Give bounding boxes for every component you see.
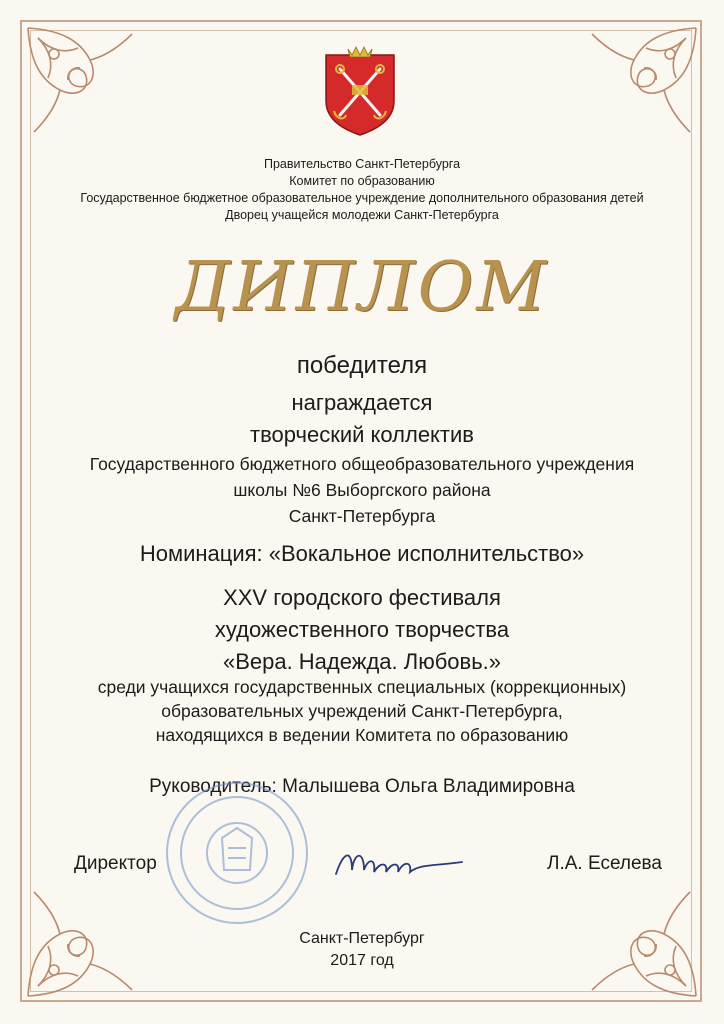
degree: победителя xyxy=(296,352,428,379)
festival-line-2: художественного творчества xyxy=(214,617,510,642)
institution-line-1: Государственного бюджетного общеобразовательного учреждения xyxy=(89,454,635,474)
recipient: творческий коллектив xyxy=(250,422,474,447)
footer-year: 2017 год xyxy=(330,952,394,969)
corner-ornament-icon xyxy=(584,20,704,140)
coat-of-arms-icon xyxy=(322,45,398,137)
header-palace: Дворец учащейся молодежи Санкт-Петербурга xyxy=(225,208,499,222)
signature-role: Директор xyxy=(74,853,157,874)
official-stamp-icon xyxy=(162,778,312,928)
institution-line-3: Санкт-Петербурга xyxy=(288,506,436,526)
diploma-title: ДИПЛОМ xyxy=(174,248,549,327)
awarded-text: награждается xyxy=(291,390,433,415)
institution-line-2: школы №6 Выборгского района xyxy=(233,480,491,500)
header-institution: Государственное бюджетное образовательное учреждение дополнительного образования детей xyxy=(80,191,644,205)
corner-ornament-icon xyxy=(20,20,140,140)
header-government: Правительство Санкт-Петербурга xyxy=(263,157,461,171)
nomination: Номинация: «Вокальное исполнительство» xyxy=(139,541,585,566)
signature-name: Л.А. Еселева xyxy=(547,853,662,874)
festival-line-1: XXV городского фестиваля xyxy=(223,585,501,610)
leader: Руководитель: Малышева Ольга Владимировна xyxy=(149,776,575,797)
among-line-2: образовательных учреждений Санкт-Петербурга, xyxy=(161,701,563,721)
header-committee: Комитет по образованию xyxy=(289,174,435,188)
footer-city: Санкт-Петербург xyxy=(299,930,425,947)
among-line-1: среди учащихся государственных специальных (коррекционных) xyxy=(97,677,627,697)
among-line-3: находящихся в ведении Комитета по образованию xyxy=(155,725,569,745)
festival-line-3: «Вера. Надежда. Любовь.» xyxy=(222,649,502,674)
handwritten-signature-icon xyxy=(330,840,470,890)
